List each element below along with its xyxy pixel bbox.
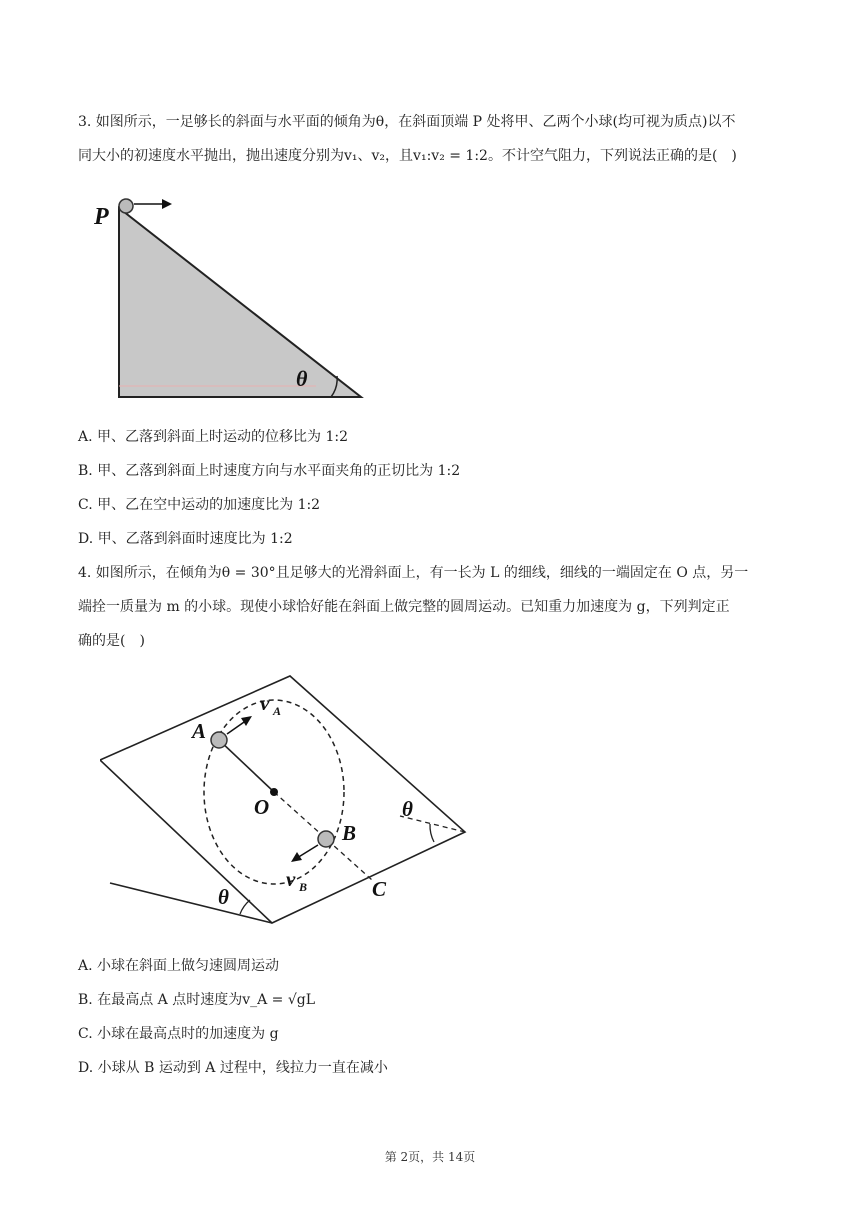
- q4-stem-line3: 确的是( ): [78, 633, 145, 649]
- q3-option-c: C. 甲、乙在空中运动的加速度比为 1:2: [78, 497, 321, 513]
- q4-label-b: B: [342, 821, 357, 845]
- q4-stem-line2: 端拴一质量为 m 的小球。现使小球恰好能在斜面上做完整的圆周运动。已知重力加速度为 g，下列判定正: [78, 599, 730, 615]
- q3-option-a: A. 甲、乙落到斜面上时运动的位移比为 1:2: [78, 429, 348, 445]
- q3-stem-line2: 同大小的初速度水平抛出，抛出速度分别为v₁、v₂，且v₁:v₂ = 1:2。不计空气阻力，下列说法正确的是( ): [78, 148, 737, 164]
- q4-label-a: A: [192, 719, 207, 743]
- q3-ball: [119, 199, 133, 213]
- page-footer: 第 2页，共 14页: [384, 1150, 476, 1164]
- q4-ball-a: [211, 732, 227, 748]
- q4-label-theta-left: θ: [218, 885, 229, 909]
- q4-stem-line1: 4. 如图所示，在倾角为θ = 30°且足够大的光滑斜面上，有一长为 L 的细线，细线的一端固定在 O 点，另一: [78, 565, 749, 581]
- q3-option-b: B. 甲、乙落到斜面上时速度方向与水平面夹角的正切比为 1:2: [78, 463, 461, 479]
- q3-incline-figure: [86, 190, 376, 406]
- q3-stem-line1: 3. 如图所示，一足够长的斜面与水平面的倾角为θ，在斜面顶端 P 处将甲、乙两个小球(均可视为质点)以不: [78, 114, 736, 130]
- q4-label-va-sub: A: [273, 704, 282, 718]
- q4-center-point: [270, 788, 278, 796]
- q4-label-o: O: [254, 795, 270, 819]
- q4-label-va: v: [260, 691, 270, 715]
- q4-label-c: C: [372, 877, 387, 901]
- q4-option-a: A. 小球在斜面上做匀速圆周运动: [78, 958, 280, 974]
- q3-label-p: P: [94, 204, 109, 230]
- q4-label-vb: v: [286, 867, 296, 891]
- q4-label-theta-right: θ: [402, 797, 413, 821]
- q4-option-d: D. 小球从 B 运动到 A 过程中，线拉力一直在减小: [78, 1060, 388, 1076]
- q4-ball-b: [318, 831, 334, 847]
- q4-incline-circle-figure: [100, 668, 480, 930]
- q3-label-theta: θ: [296, 366, 308, 391]
- q4-option-b: B. 在最高点 A 点时速度为v_A = √gL: [78, 992, 316, 1008]
- q4-option-c: C. 小球在最高点时的加速度为 g: [78, 1026, 279, 1042]
- q3-option-d: D. 甲、乙落到斜面时速度比为 1:2: [78, 531, 293, 547]
- q4-label-vb-sub: B: [299, 880, 308, 894]
